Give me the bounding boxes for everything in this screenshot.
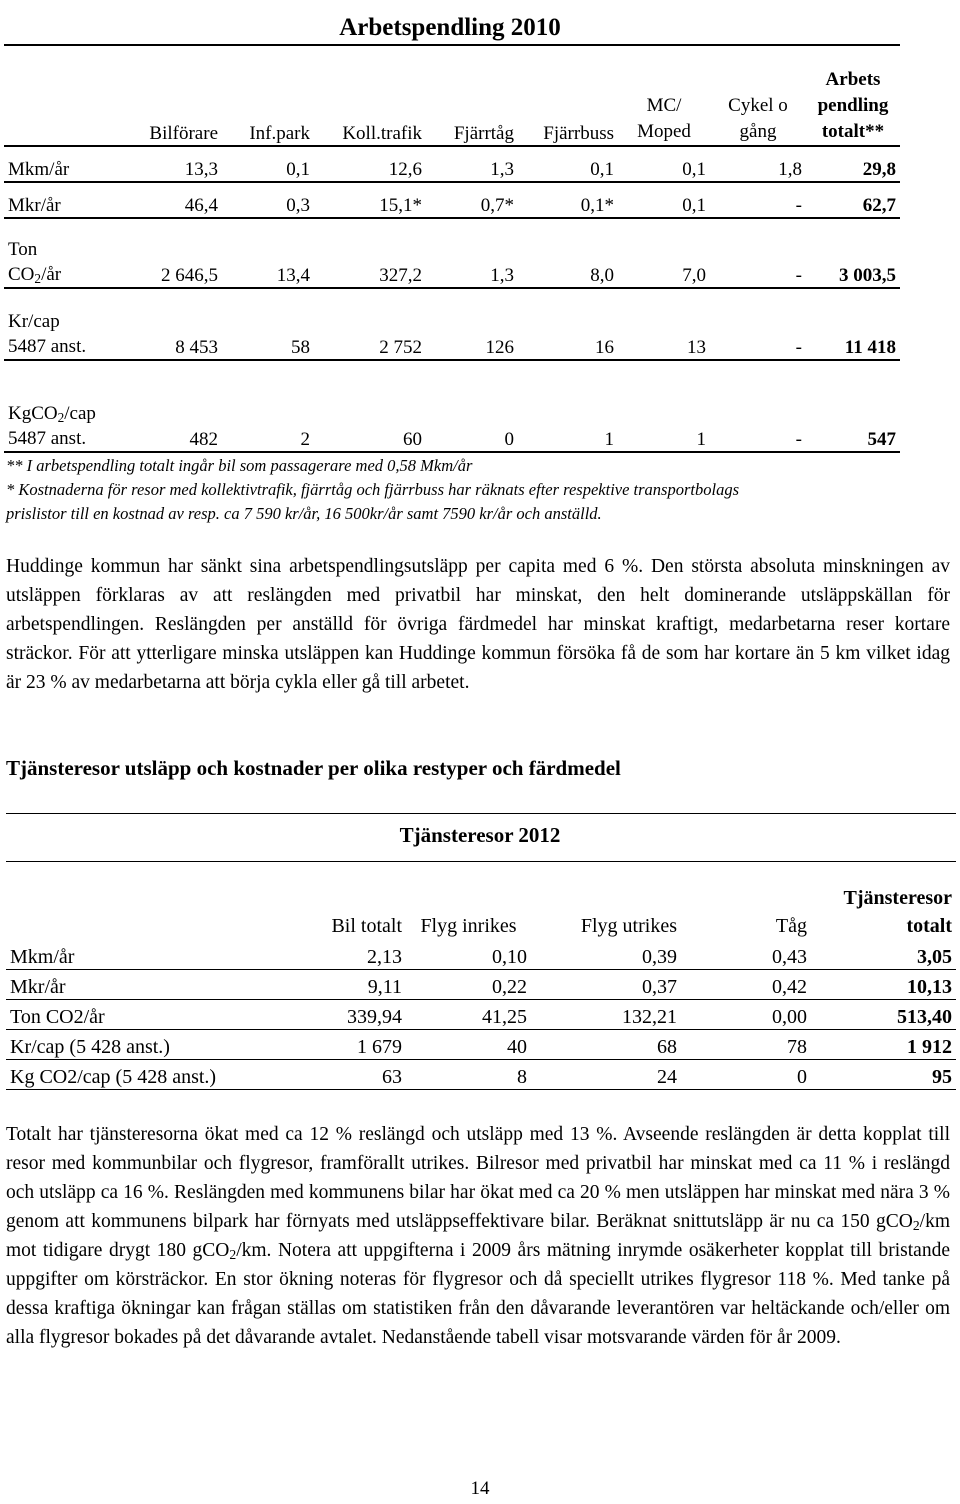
cell: 13,3: [124, 146, 222, 182]
table-row: [6, 970, 956, 1000]
cell: 327,2: [314, 218, 426, 288]
cell: 7,0: [618, 218, 710, 288]
cell: 63: [236, 1060, 406, 1090]
subscript: 2: [229, 1247, 237, 1262]
table1-header-row: [4, 62, 900, 146]
cell: 13: [618, 288, 710, 360]
paragraph-business-travel: [6, 1120, 950, 1352]
cell: -: [710, 360, 806, 452]
header-cell: Fjärrtåg: [426, 62, 518, 146]
table-row: [6, 1000, 956, 1030]
total-cell: 547: [806, 360, 900, 452]
cell: 13,4: [222, 218, 314, 288]
cell: 0,1: [618, 146, 710, 182]
cell: 9,11: [236, 970, 406, 1000]
total-cell: 62,7: [806, 182, 900, 218]
row-label-line2: 5487 anst.: [8, 428, 87, 449]
cell: -: [710, 182, 806, 218]
cell: 0,1*: [518, 182, 618, 218]
row-label: Ton CO2/år: [6, 1000, 236, 1030]
row-label-line1: Ton: [8, 239, 38, 260]
total-cell: 3 003,5: [806, 218, 900, 288]
cell: 8,0: [518, 218, 618, 288]
business-travel-table: [6, 880, 956, 1090]
cell: 8 453: [124, 288, 222, 360]
row-label: Mkm/år: [4, 146, 124, 182]
cell: 58: [222, 288, 314, 360]
cell: 339,94: [236, 1000, 406, 1030]
cell: 0,39: [531, 940, 681, 970]
cell: 0: [426, 360, 518, 452]
row-label: Mkm/år: [6, 940, 236, 970]
header-cell: Flyg utrikes: [580, 915, 677, 937]
row-label-line1: Kr/cap: [8, 311, 60, 332]
header-cell: Fjärrbuss: [518, 62, 618, 146]
cell: 8: [406, 1060, 531, 1090]
subscript: 2: [912, 1218, 920, 1233]
footnote-costs: * Kostnaderna för resor med kollektivtrafik, fjärrtåg och fjärrbuss har räknats efter respektive transportbolags: [6, 480, 739, 499]
footnote-total: ** I arbetspendling totalt ingår bil som passagerare med 0,58 Mkm/år: [6, 456, 473, 475]
total-cell: 1 912: [811, 1030, 956, 1060]
header-cell: [6, 880, 236, 940]
cell: 2,13: [236, 940, 406, 970]
table-row: [6, 1060, 956, 1090]
cell: 2: [222, 360, 314, 452]
header-cell: Tåg: [775, 915, 807, 937]
paragraph-part: Totalt har tjänsteresorna ökat med ca 12 % reslängd och utsläpp med 13 %. Avseende reslängden är detta kopplat till resor med kommunbilar och flygresor, framförallt utrikes. Bilresor med privatbil har minskat med ca 11 % i reslängd och utsläpp ca 16 %. Reslängden med kommunens bilar har ökat med ca 20 % men utsläppen har minskat med nära 3 % genom att kommunens bilpark har förnyats med utsläppseffektivare bilar. Beräknat snittutsläpp är nu ca 150 gCO: [6, 1124, 950, 1232]
paragraph-part: /km. Notera att uppgifterna i 2009 års mätning inrymde osäkerheter kopplat till bristande uppgifter om körsträckor. En stor ökning noteras för flygresor och då speciellt utrikes flygresor 118 %. Med tanke på dessa kraftiga ökningar kan frågan ställas om statistiken från den dåvarande leverantören var heltäckande och/eller om alla flygresor bokades på det dåvarande avtalet. Nedanstående tabell visar motsvarande värden för år 2009.: [6, 1240, 950, 1348]
cell: 0,3: [222, 182, 314, 218]
table2-header-row: [6, 880, 956, 940]
paragraph-part: /km mot tidigare drygt 180 gCO: [6, 1211, 950, 1261]
cell: 0,42: [681, 970, 811, 1000]
table-row: [6, 940, 956, 970]
cell: 46,4: [124, 182, 222, 218]
table-row: [4, 218, 900, 288]
cell: 0,7*: [426, 182, 518, 218]
row-label-line2: 5487 anst.: [8, 336, 87, 357]
row-label-unit: /år: [41, 264, 62, 285]
row-label: Mkr/år: [4, 182, 124, 218]
row-label: [4, 360, 124, 452]
cell: -: [710, 288, 806, 360]
row-label-kgco: KgCO: [8, 403, 58, 424]
section-heading: Tjänsteresor utsläpp och kostnader per olika restyper och färdmedel: [6, 756, 621, 780]
cell: -: [710, 218, 806, 288]
table-row: [4, 146, 900, 182]
row-label: Kg CO2/cap (5 428 anst.): [6, 1060, 236, 1090]
row-label-unit: /cap: [64, 403, 96, 424]
cell: 1,3: [426, 146, 518, 182]
cell: 0: [681, 1060, 811, 1090]
cell: 0,22: [406, 970, 531, 1000]
header-cell: Koll.trafik: [314, 62, 426, 146]
cell: 1: [618, 360, 710, 452]
cell: 0,37: [531, 970, 681, 1000]
cell: 41,25: [406, 1000, 531, 1030]
cell: 68: [531, 1030, 681, 1060]
table2-title-rule: [6, 861, 956, 862]
cell: 0,43: [681, 940, 811, 970]
cell: 1: [518, 360, 618, 452]
footnote-costs-cont: prislistor till en kostnad av resp. ca 7 590 kr/år, 16 500kr/år samt 7590 kr/år och anställd.: [6, 504, 602, 523]
table-row: [6, 1030, 956, 1060]
cell: 0,1: [618, 182, 710, 218]
table1-top-rule: [4, 44, 900, 46]
cell: 126: [426, 288, 518, 360]
total-cell: 11 418: [806, 288, 900, 360]
page-number: 14: [470, 1478, 490, 1499]
total-cell: 29,8: [806, 146, 900, 182]
table1-title: Arbetspendling 2010: [339, 14, 561, 41]
cell: 0,10: [406, 940, 531, 970]
header-cell: MC/ Moped: [618, 62, 710, 146]
table2-title: Tjänsteresor 2012: [399, 823, 561, 847]
cell: 2 752: [314, 288, 426, 360]
table-row: [4, 288, 900, 360]
cell: 40: [406, 1030, 531, 1060]
header-cell: Tjänsteresor totalt: [843, 887, 952, 937]
cell: 0,1: [222, 146, 314, 182]
paragraph-commute: Huddinge kommun har sänkt sina arbetspendlingsutsläpp per capita med 6 %. Den största absoluta minskningen av utsläppen förklaras av att reslängden med privatbil har minskat, den helt dominerande utsläppskällan för arbetspendlingen. Reslängden per anställd för övriga färdmedel har minskat kraftigt, medarbetarna reser kortare sträckor. För att ytterligare minska utsläppen kan Huddinge kommun försöka få de som har kortare än 5 km vilket idag är 23 % av medarbetarna att börja cykla eller gå till arbetet.: [6, 556, 950, 693]
subscript: 2: [57, 410, 65, 425]
header-cell: Flyg inrikes: [420, 915, 517, 937]
header-cell: [4, 62, 124, 146]
cell: 12,6: [314, 146, 426, 182]
total-cell: 513,40: [811, 1000, 956, 1030]
header-cell: Inf.park: [222, 62, 314, 146]
header-cell: Arbets pendling totalt**: [806, 62, 900, 146]
cell: 78: [681, 1030, 811, 1060]
cell: 0,00: [681, 1000, 811, 1030]
total-cell: 10,13: [811, 970, 956, 1000]
commute-table: [4, 62, 900, 453]
row-label: [4, 288, 124, 360]
cell: 24: [531, 1060, 681, 1090]
cell: 1,8: [710, 146, 806, 182]
table-row: [4, 360, 900, 452]
cell: 15,1*: [314, 182, 426, 218]
header-cell: Bilförare: [124, 62, 222, 146]
cell: 1,3: [426, 218, 518, 288]
cell: 0,1: [518, 146, 618, 182]
total-cell: 95: [811, 1060, 956, 1090]
cell: 482: [124, 360, 222, 452]
cell: 1 679: [236, 1030, 406, 1060]
table-row: [4, 182, 900, 218]
table2-top-rule: [6, 813, 956, 814]
subscript: 2: [34, 271, 42, 286]
header-cell: Cykel o gång: [710, 62, 806, 146]
row-label: Mkr/år: [6, 970, 236, 1000]
cell: 132,21: [531, 1000, 681, 1030]
row-label: Kr/cap (5 428 anst.): [6, 1030, 236, 1060]
header-cell: Bil totalt: [331, 915, 402, 937]
cell: 60: [314, 360, 426, 452]
cell: 2 646,5: [124, 218, 222, 288]
cell: 16: [518, 288, 618, 360]
row-label-co: CO: [8, 264, 35, 285]
row-label: [4, 218, 124, 288]
total-cell: 3,05: [811, 940, 956, 970]
